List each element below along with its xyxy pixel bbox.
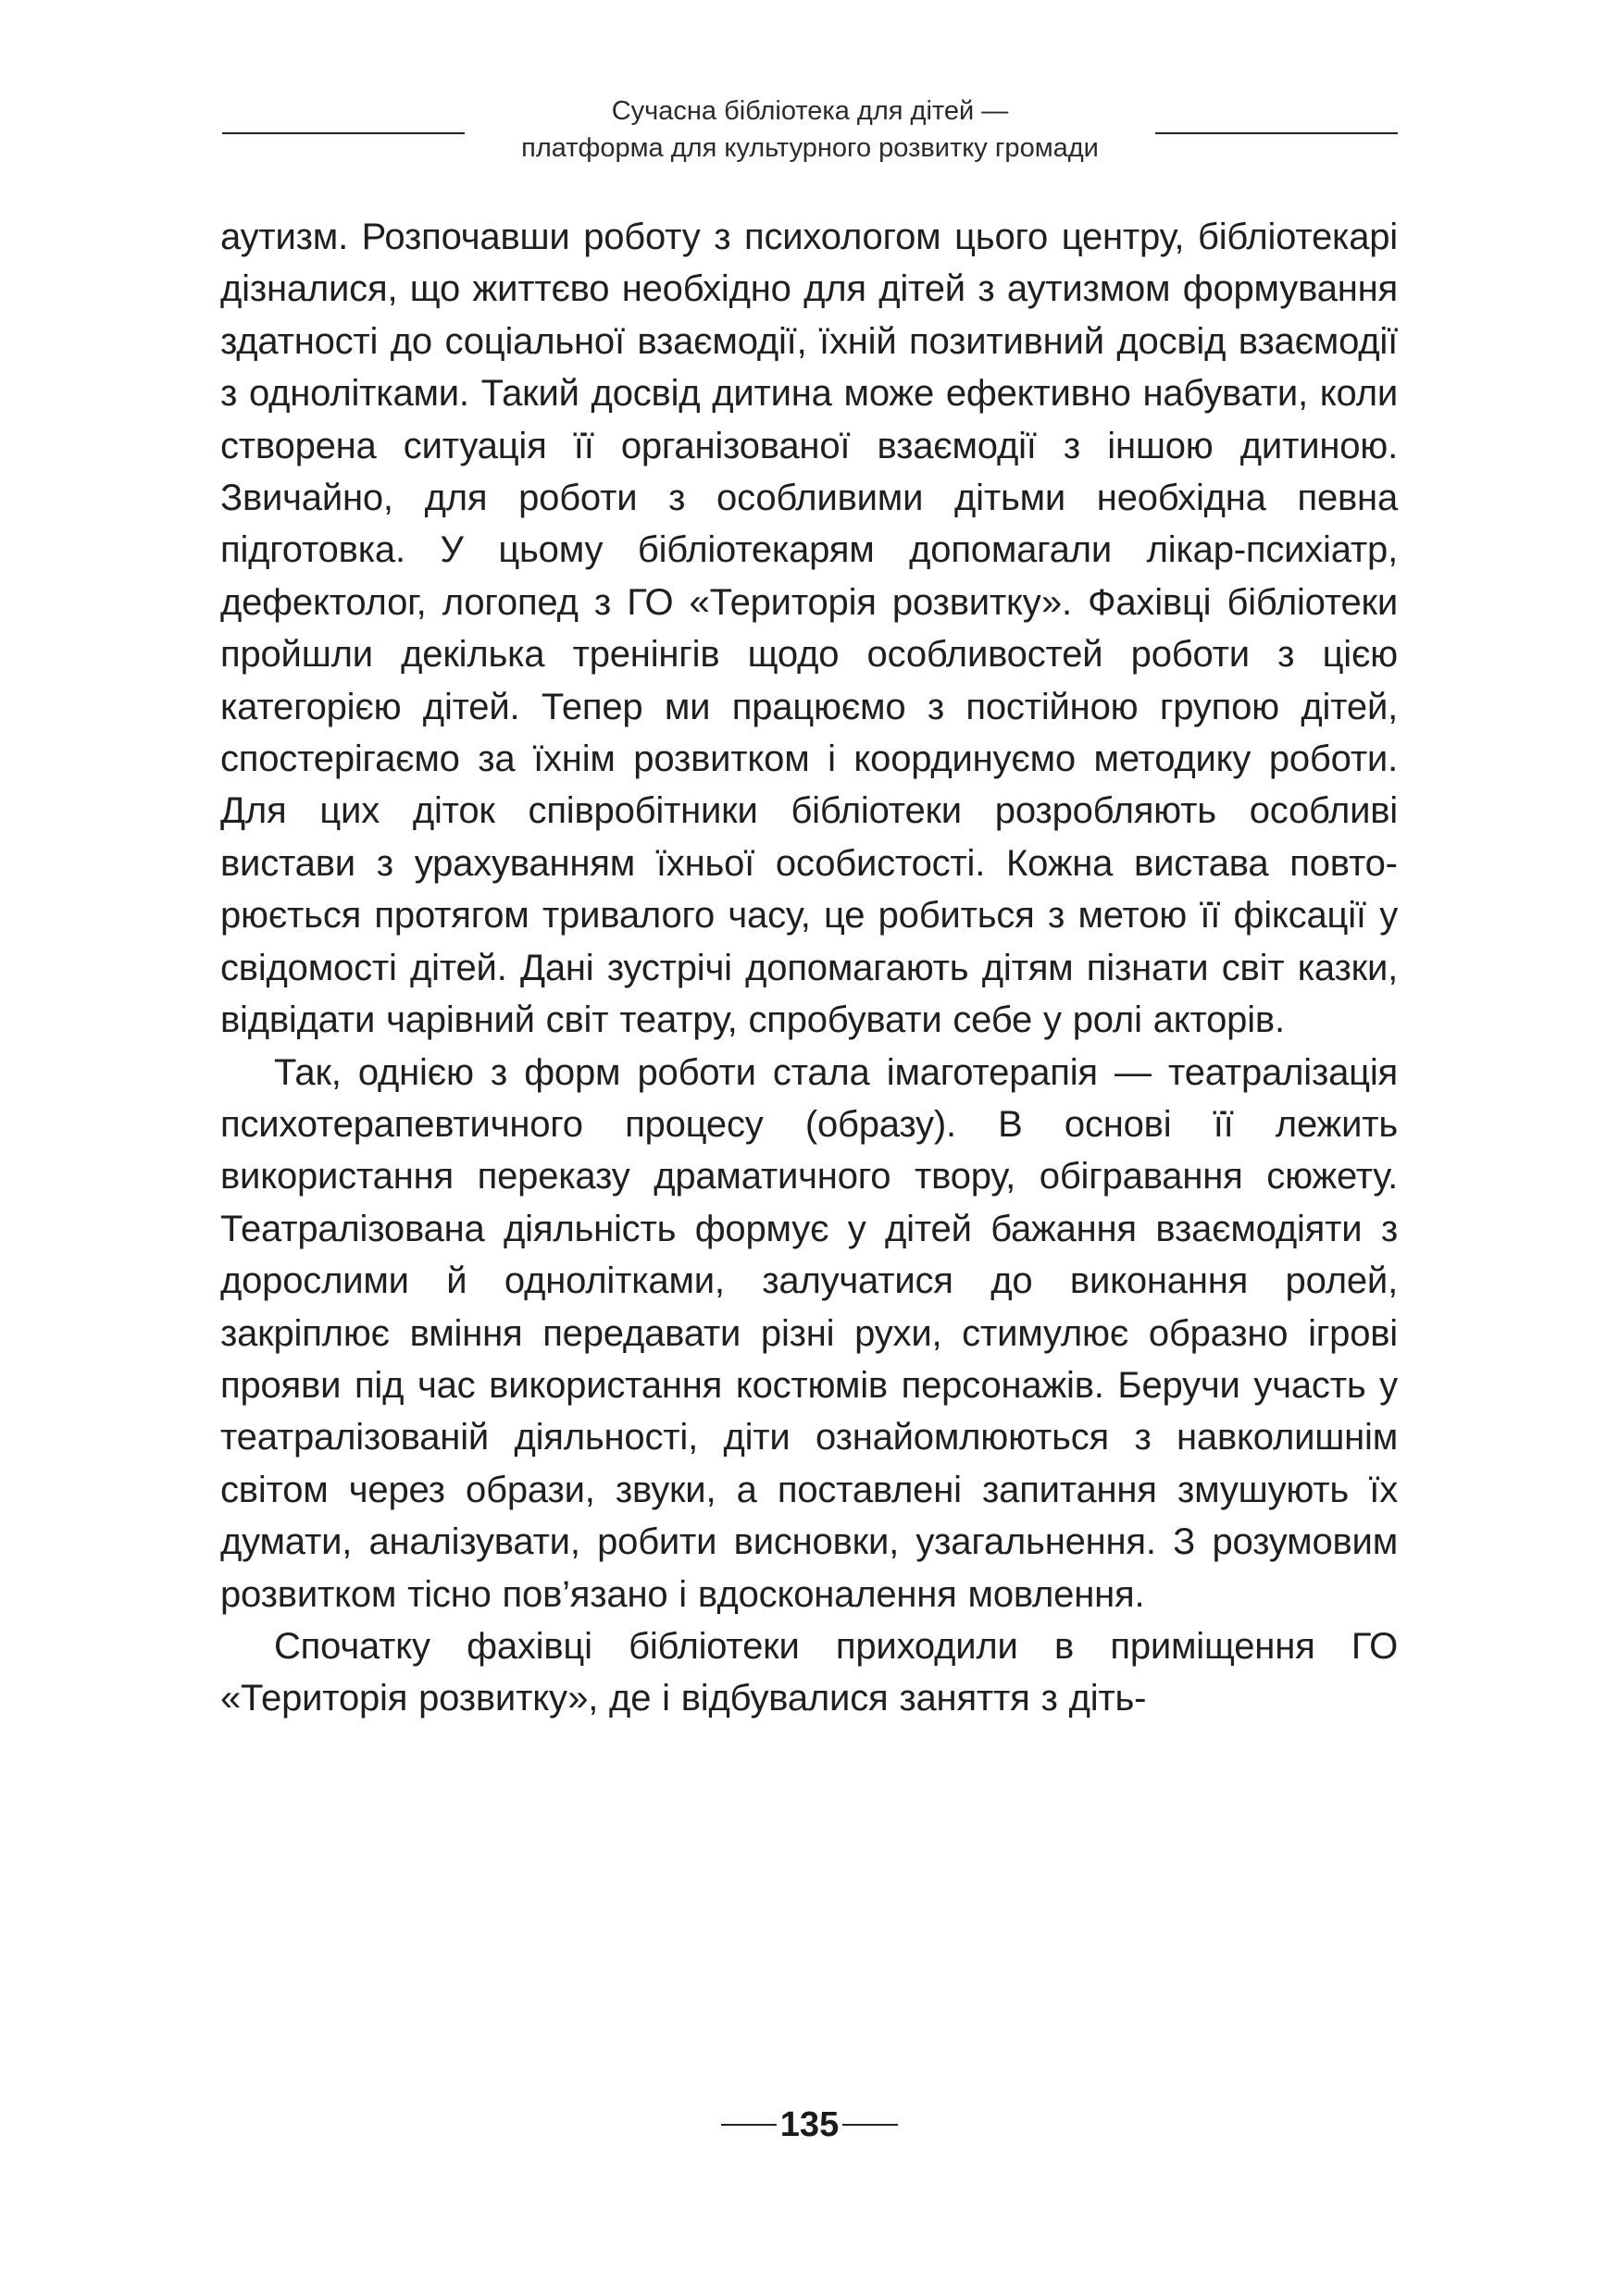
header-title-line2: платформа для культурного розвитку громади: [521, 133, 1099, 163]
header-title-line1: Сучасна бібліотека для дітей —: [611, 96, 1009, 126]
body-text: [220, 211, 1398, 1725]
running-header: [222, 93, 1398, 167]
paragraph-3: Спочатку фахівці бібліотеки приходили в приміщення ГО «Територія розвитку», де і відбувалися заняття з діть-: [220, 1625, 1398, 1719]
header-title: [477, 93, 1143, 167]
header-rule-left: [222, 132, 465, 134]
footer-rule-right: [842, 2124, 898, 2126]
footer-rule-left: [721, 2124, 777, 2126]
paragraph-1: аутизм. Розпочавши роботу з психологом цього центру, бібліотекарі дізналися, що життєво необхідно для дітей з аутизмом формування здатності до соціальної взаємодії, їхній позитивний досвід взаємодії з однолітками. Такий досвід дитина може ефективно набувати, коли створена ситуація її організованої взаємодії з іншою дитиною. Звичайно, для роботи з особливими дітьми необхідна певна підготовка. У цьому бібліотекарям допомагали лікар-психіатр, дефектолог, логопед з ГО «Територія розвитку». Фахівці бібліотеки пройшли декілька тренінгів щодо особливостей роботи з цією категорією дітей. Тепер ми працюємо з постійною групою дітей, спостерігаємо за їхнім розвитком і координуємо методику роботи. Для цих діток співробітники бібліотеки розробляють особливі вистави з урахуванням їхньої особистості. Кожна вистава повторюється протягом тривалого часу, це робиться з метою її фіксації у свідомості дітей. Дані зустрічі допомагають дітям пізнати світ казки, відвідати чарівний світ театру, спробувати себе у ролі акторів.: [220, 217, 1398, 1041]
header-rule-right: [1155, 132, 1398, 134]
page-number: 135: [779, 2105, 840, 2144]
page-footer: [0, 2103, 1619, 2147]
paragraph-2: Так, однією з форм роботи стала імаготерапія — театралізація психотерапевтичного процесу (образу). В основі її лежить використання переказу драматичного твору, обігравання сюжету. Театралізована діяльність формує у дітей бажання взаємодіяти з дорослими й однолітками, залучатися до виконання ролей, закріплює вміння передавати різні рухи, стимулює образно ігрові прояви під час використання костюмів персонажів. Беручи участь у театралізованій діяльності, діти ознайомлюються з навколишнім світом через образи, звуки, а поставлені запитання змушують їх думати, аналізувати, робити висновки, узагальнення. З розумовим розвитком тісно пов’язано і вдосконалення мовлення.: [220, 1051, 1398, 1615]
